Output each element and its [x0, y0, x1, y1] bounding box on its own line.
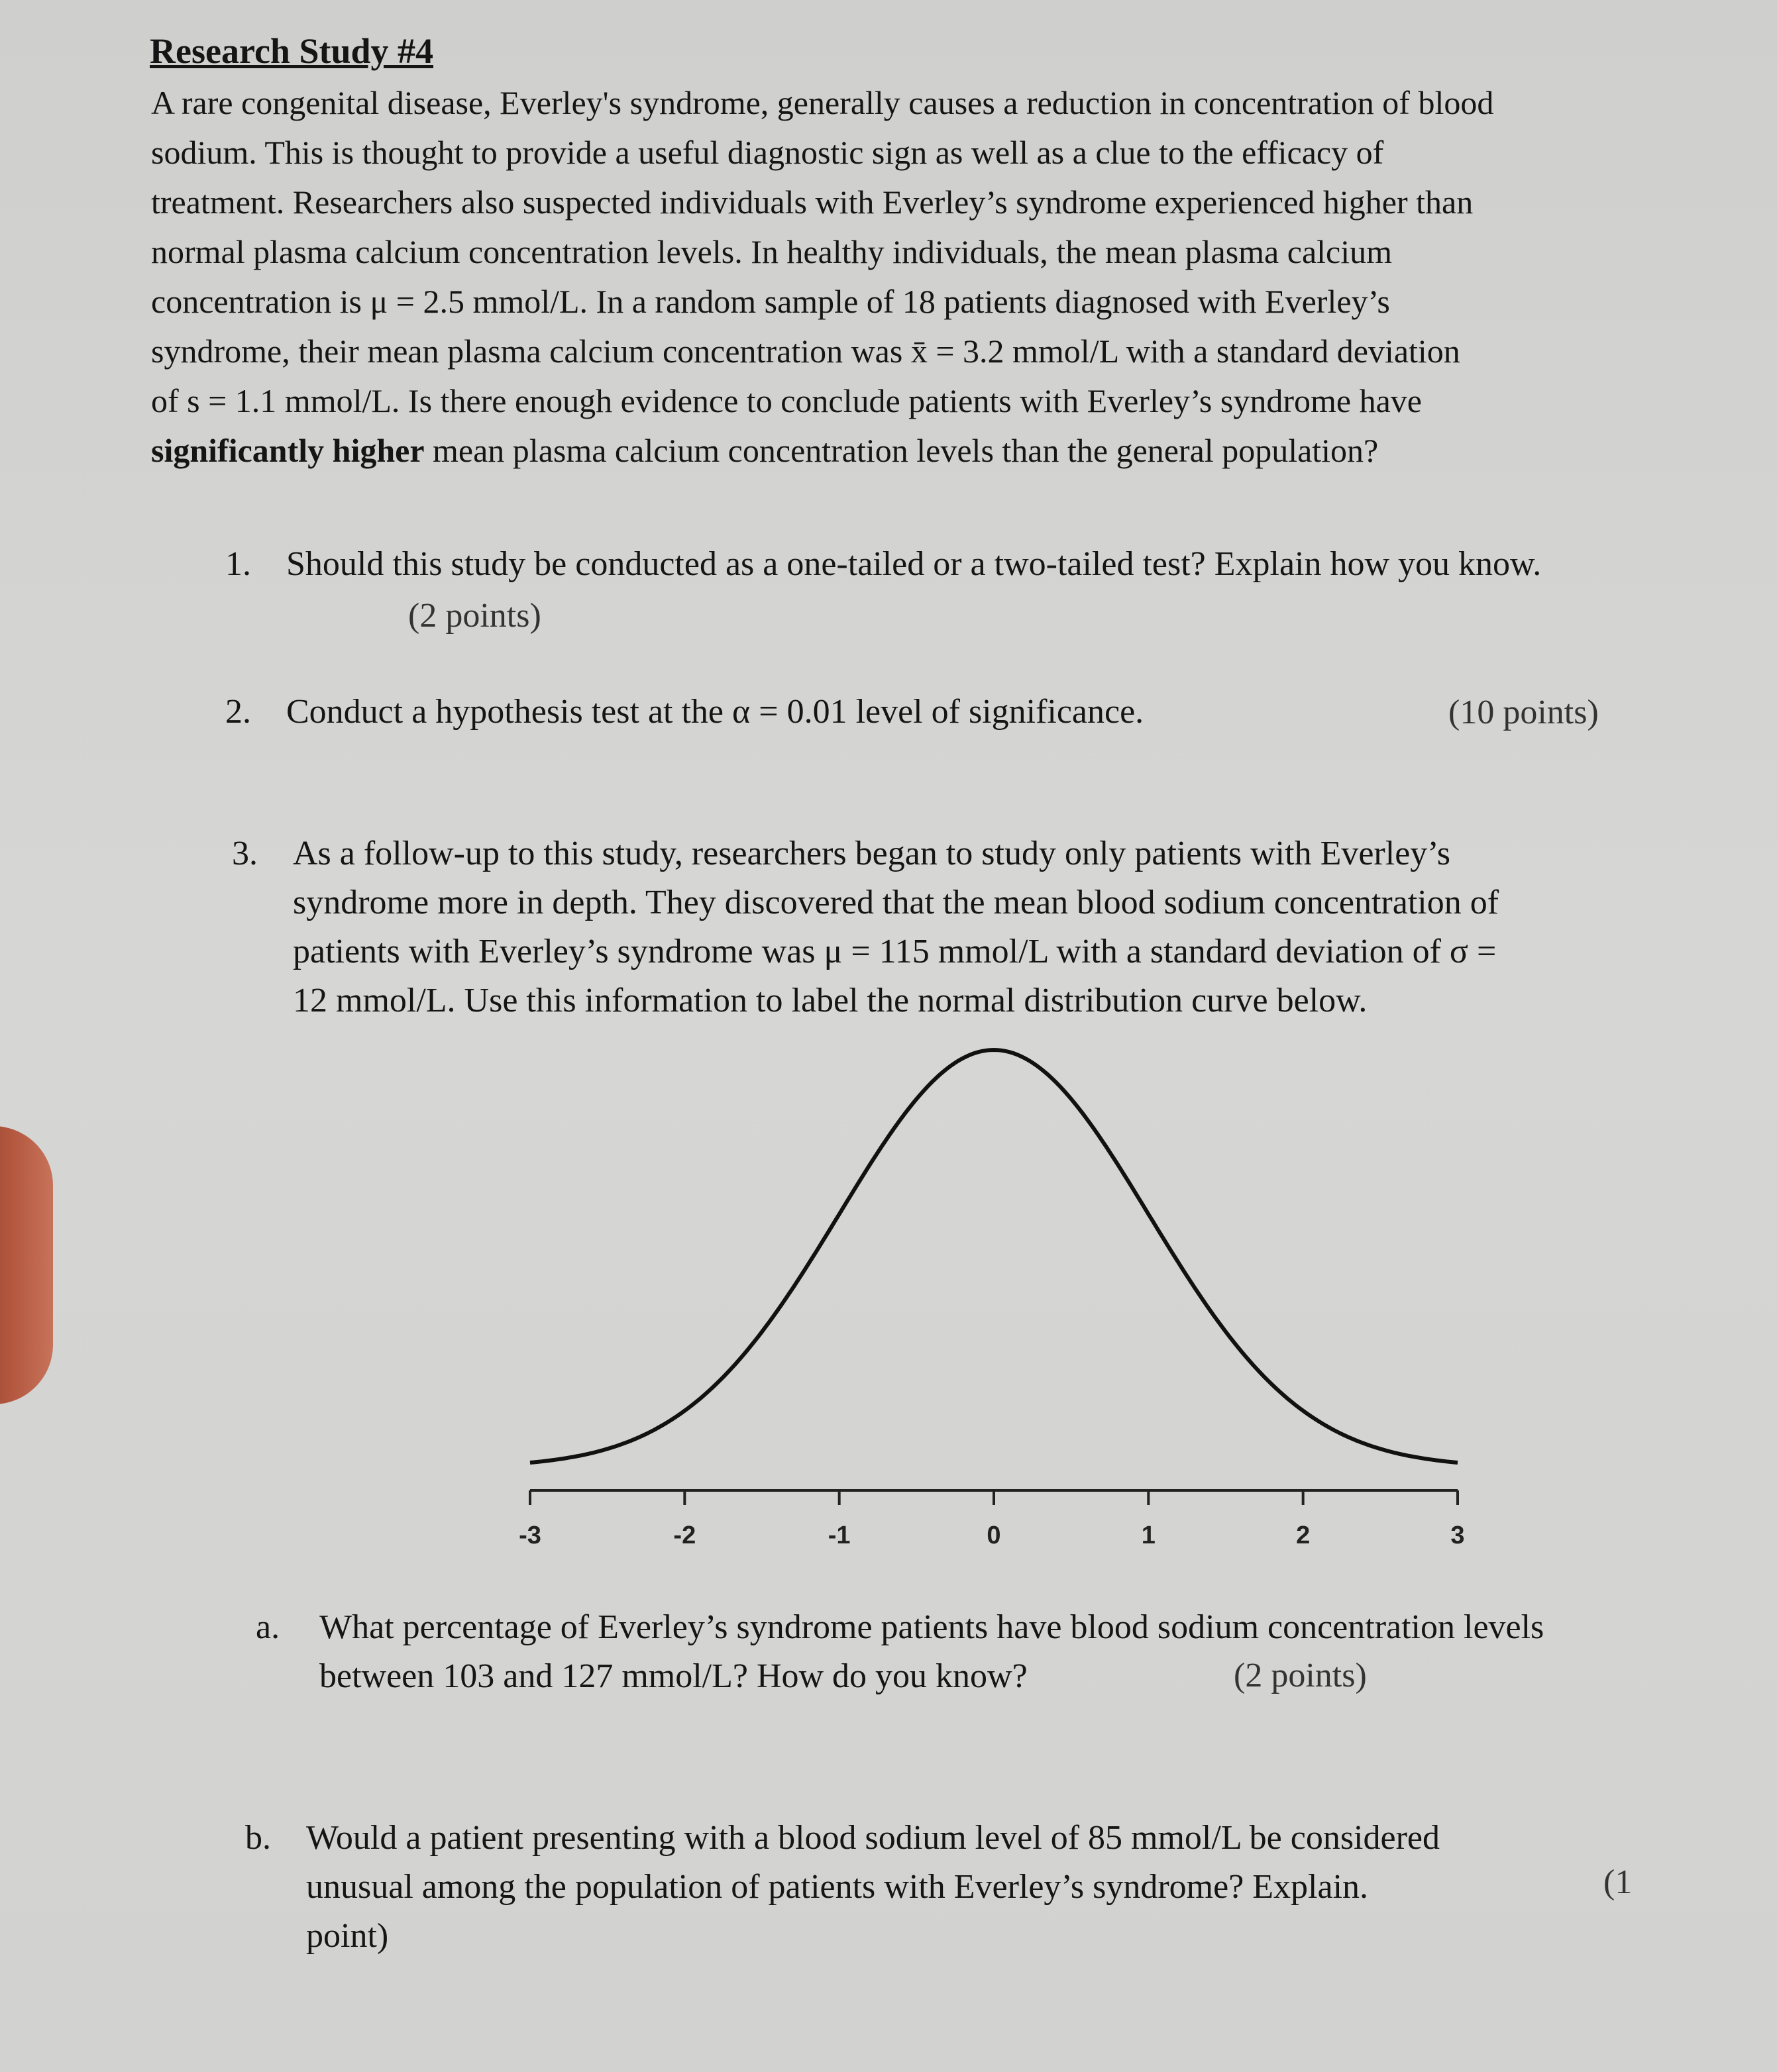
question-number: 3. [232, 835, 258, 872]
question-label: b. [245, 1819, 271, 1857]
question-text: between 103 and 127 mmol/L? How do you know? [319, 1657, 1028, 1695]
question-text: Would a patient presenting with a blood sodium level of 85 mmol/L be considered [306, 1819, 1440, 1857]
study-intro [151, 78, 1688, 476]
question-label: a. [256, 1608, 280, 1646]
intro-line: concentration is μ = 2.5 mmol/L. In a random sample of 18 patients diagnosed with Everley’s [151, 283, 1390, 320]
intro-line: treatment. Researchers also suspected individuals with Everley’s syndrome experienced higher than [151, 183, 1474, 221]
intro-line: A rare congenital disease, Everley's syndrome, generally causes a reduction in concentration of blood [151, 84, 1494, 121]
thumb [0, 1126, 53, 1404]
question-1 [225, 540, 1541, 589]
question-text: point) [306, 1917, 389, 1955]
x-tick-label: 0 [987, 1522, 1001, 1549]
intro-line [151, 426, 1688, 476]
question-text: As a follow-up to this study, researchers began to study only patients with Everley’s [293, 835, 1450, 872]
x-tick-label: -1 [828, 1522, 851, 1549]
x-tick-label: -3 [519, 1522, 541, 1549]
intro-line: syndrome, their mean plasma calcium concentration was x̄ = 3.2 mmol/L with a standard deviation [151, 333, 1460, 370]
question-2 [225, 688, 1144, 737]
intro-line: of s = 1.1 mmol/L. Is there enough evidence to conclude patients with Everley’s syndrome have [151, 382, 1422, 419]
normal-distribution-chart [504, 1027, 1497, 1557]
x-tick-label: 3 [1450, 1522, 1465, 1549]
question-text: 12 mmol/L. Use this information to label the normal distribution curve below. [293, 982, 1368, 1019]
intro-line: normal plasma calcium concentration levels. In healthy individuals, the mean plasma calcium [151, 233, 1392, 270]
question-text: What percentage of Everley’s syndrome patients have blood sodium concentration levels [319, 1608, 1544, 1646]
question-text: Should this study be conducted as a one-tailed or a two-tailed test? Explain how you know. [286, 545, 1542, 583]
intro-line-rest: mean plasma calcium concentration levels than the general population? [424, 432, 1379, 469]
study-title: Research Study #4 [150, 31, 434, 71]
question-text: Conduct a hypothesis test at the α = 0.01 level of significance. [286, 693, 1144, 731]
question-text: patients with Everley’s syndrome was μ = 115 mmol/L with a standard deviation of σ = [293, 933, 1497, 970]
question-number: 2. [225, 693, 251, 731]
x-tick-label: 2 [1296, 1522, 1311, 1549]
question-3 [232, 829, 1499, 1025]
x-tick-label: 1 [1141, 1522, 1156, 1549]
question-text: unusual among the population of patients with Everley’s syndrome? Explain. [306, 1868, 1369, 1906]
question-a-points: (2 points) [1234, 1657, 1367, 1694]
question-number: 1. [225, 545, 251, 583]
question-text: syndrome more in depth. They discovered that the mean blood sodium concentration of [293, 884, 1499, 921]
normal-curve [530, 1050, 1458, 1463]
intro-line: sodium. This is thought to provide a useful diagnostic sign as well as a clue to the efficacy of [151, 134, 1384, 171]
question-2-points: (10 points) [1448, 694, 1599, 731]
question-1-points: (2 points) [408, 597, 541, 635]
x-tick-label: -2 [673, 1522, 696, 1549]
question-b-points: (1 [1603, 1863, 1633, 1901]
emphasis-text: significantly higher [151, 432, 425, 469]
question-b [245, 1814, 1440, 1961]
